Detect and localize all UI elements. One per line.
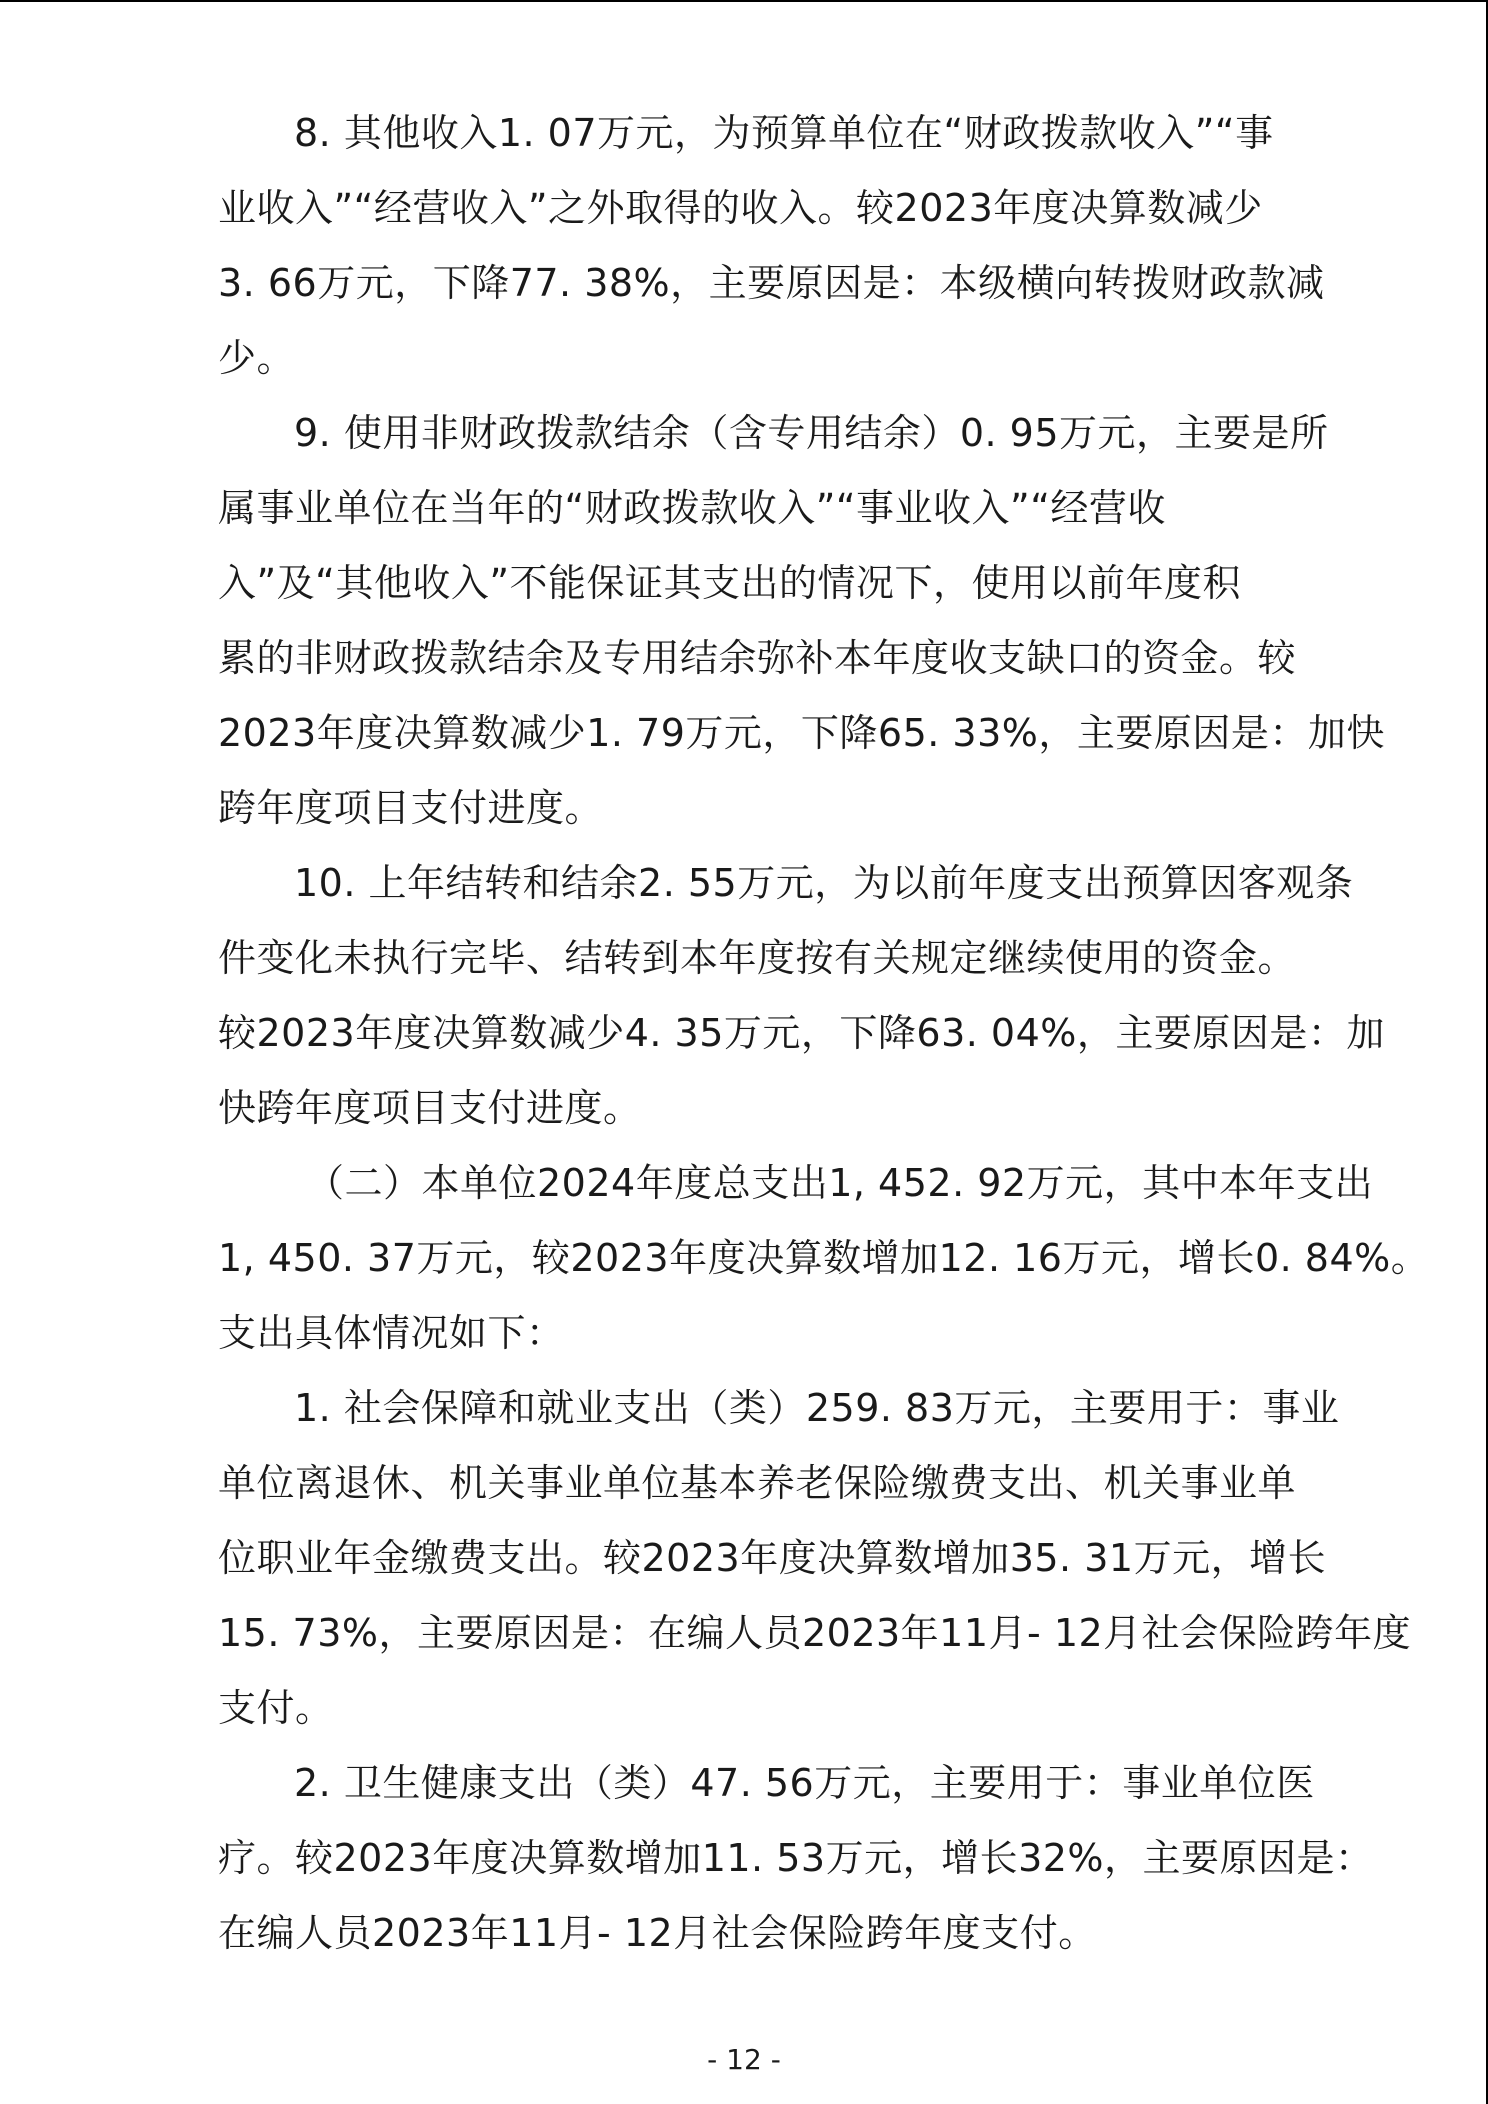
expense-1-line-1: 1. 社会保障和就业支出（类）259. 83万元，主要用于：事业 [294,1386,1340,1430]
expense-2-line-2: 疗。较2023年度决算数增加11. 53万元，增长32%，主要原因是： [218,1836,1374,1880]
expense-1-line-5: 支付。 [218,1686,334,1730]
paragraph-9-line-3: 入”及“其他收入”不能保证其支出的情况下，使用以前年度积 [218,561,1242,605]
section-2-line-1: （二）本单位2024年度总支出1, 452. 92万元，其中本年支出 [306,1161,1374,1205]
paragraph-10-line-1: 10. 上年结转和结余2. 55万元，为以前年度支出预算因客观条 [294,861,1354,905]
paragraph-9-line-4: 累的非财政拨款结余及专用结余弥补本年度收支缺口的资金。较 [218,636,1297,680]
expense-2-line-1: 2. 卫生健康支出（类）47. 56万元，主要用于：事业单位医 [294,1761,1315,1805]
paragraph-9-line-5: 2023年度决算数减少1. 79万元，下降65. 33%，主要原因是：加快 [218,711,1385,755]
section-2-line-3: 支出具体情况如下： [218,1311,565,1355]
paragraph-10-line-4: 快跨年度项目支付进度。 [218,1086,642,1130]
paragraph-8-line-3: 3. 66万元，下降77. 38%，主要原因是：本级横向转拨财政款减 [218,261,1325,305]
paragraph-8-line-4: 少。 [218,336,296,380]
paragraph-9-line-2: 属事业单位在当年的“财政拨款收入”“事业收入”“经营收 [218,486,1166,530]
expense-1-line-4: 15. 73%，主要原因是：在编人员2023年11月- 12月社会保险跨年度 [218,1611,1412,1655]
paragraph-8-line-1: 8. 其他收入1. 07万元，为预算单位在“财政拨款收入”“事 [294,111,1274,155]
paragraph-8-line-2: 业收入”“经营收入”之外取得的收入。较2023年度决算数减少 [218,186,1263,230]
expense-1-line-3: 位职业年金缴费支出。较2023年度决算数增加35. 31万元，增长 [218,1536,1327,1580]
paragraph-9-line-6: 跨年度项目支付进度。 [218,786,604,830]
paragraph-10-line-2: 件变化未执行完毕、结转到本年度按有关规定继续使用的资金。 [218,936,1297,980]
page-number: - 12 - [707,2043,781,2076]
document-body [218,96,1430,1971]
paragraph-10-line-3: 较2023年度决算数减少4. 35万元，下降63. 04%，主要原因是：加 [218,1011,1385,1055]
expense-1-line-2: 单位离退休、机关事业单位基本养老保险缴费支出、机关事业单 [218,1461,1297,1505]
expense-2-line-3: 在编人员2023年11月- 12月社会保险跨年度支付。 [218,1911,1097,1955]
paragraph-9-line-1: 9. 使用非财政拨款结余（含专用结余）0. 95万元，主要是所 [294,411,1329,455]
section-2-line-2: 1, 450. 37万元，较2023年度决算数增加12. 16万元，增长0. 84%。 [218,1236,1430,1280]
